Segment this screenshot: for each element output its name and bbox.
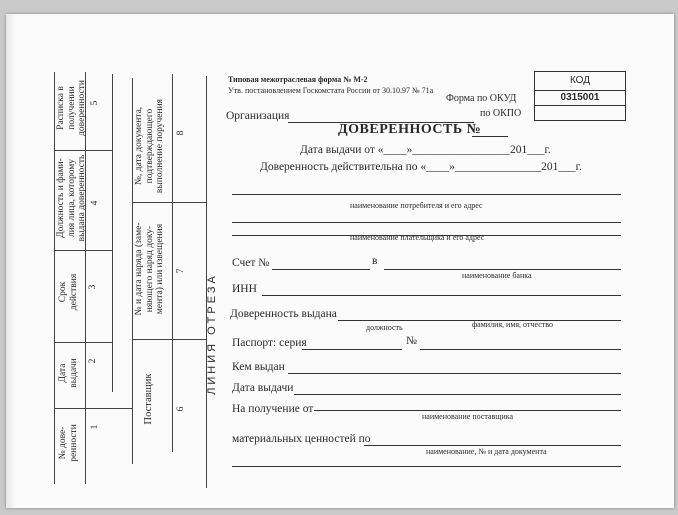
inn-field[interactable] xyxy=(262,284,621,296)
potrebitel-field[interactable] xyxy=(232,184,621,195)
stub-line xyxy=(132,78,133,464)
potrebitel-caption: наименование потребителя и его адрес xyxy=(350,201,483,210)
stub-line xyxy=(54,342,112,343)
kem-label: Кем выдан xyxy=(232,361,285,373)
form-type-line: Типовая межотраслевая форма № М-2 xyxy=(228,75,368,84)
stub-num-4: 4 xyxy=(90,200,100,206)
extra-field[interactable] xyxy=(232,456,621,467)
inn-label: ИНН xyxy=(232,283,257,295)
approved-line: Утв. постановлением Госкомстата России от 30.10.97 № 71а xyxy=(228,86,434,95)
data-vydachi-line: Дата выдачи от «____»_________________201___г. xyxy=(300,144,551,156)
cennosti-label: материальных ценностей по xyxy=(232,433,371,445)
stub-col-nomer: № дове- ренности xyxy=(58,424,79,462)
platelshik-caption: наименование плательщика и его адрес xyxy=(350,233,485,242)
bank-caption: наименование банка xyxy=(462,271,532,280)
stub-col-srok: Срок действия xyxy=(58,273,79,311)
vydana-label: Доверенность выдана xyxy=(230,308,337,320)
stub-num-2: 2 xyxy=(88,358,98,364)
paper-edge xyxy=(6,14,16,508)
dokument-field[interactable] xyxy=(364,434,621,446)
kem-field[interactable] xyxy=(288,362,621,374)
fio-caption: фамилия, имя, отчество xyxy=(472,320,553,329)
stub-col-dolzhnost: Должность и фами- лия лица, которому выдана доверенность xyxy=(56,154,87,242)
stub-num-1: 1 xyxy=(90,424,100,430)
schet-field[interactable] xyxy=(272,258,370,270)
stub-col-naryad: № и дата наряда (заме- няющего наряд доку- мента) или извещения xyxy=(134,222,165,316)
stub-col-postavshik: Поставщик xyxy=(143,373,154,425)
stub-line xyxy=(112,74,113,392)
pasport-seriya-field[interactable] xyxy=(302,338,402,350)
stub-line xyxy=(172,74,173,452)
form-title: ДОВЕРЕННОСТЬ № xyxy=(338,122,482,137)
stub-num-3: 3 xyxy=(88,284,98,290)
pasport-nomer-field[interactable] xyxy=(420,338,621,350)
stub-col-raspiska: Расписка в получении доверенности xyxy=(56,80,87,136)
pasport-label: Паспорт: серия xyxy=(232,337,307,349)
postavshik-field[interactable] xyxy=(314,399,621,411)
stub-num-8: 8 xyxy=(176,130,186,136)
okud-code: 0315001 xyxy=(534,90,626,106)
dokument-caption: наименование, № и дата документа xyxy=(426,447,547,456)
poluchenie-label: На получение от xyxy=(232,403,314,415)
dolzhnost-caption: должность xyxy=(366,323,403,332)
stub-line xyxy=(132,339,206,340)
stub-col-data-vydachi: Дата выдачи xyxy=(58,358,79,388)
stub-num-7: 7 xyxy=(176,268,186,274)
deystvitelna-line: Доверенность действительна по «____»_______________201___г. xyxy=(260,161,582,173)
okpo-label: по ОКПО xyxy=(480,108,522,119)
bank-field[interactable] xyxy=(384,258,621,270)
stub-line xyxy=(132,202,206,203)
stub-num-5: 5 xyxy=(90,100,100,106)
data-label: Дата выдачи xyxy=(232,382,294,394)
kod-header: КОД xyxy=(534,71,626,91)
data-field[interactable] xyxy=(294,383,621,395)
organizaciya-label: Организация xyxy=(226,110,290,122)
postavshik-caption: наименование поставщика xyxy=(422,412,514,421)
stub-line xyxy=(54,408,132,409)
stub-col-dokument: №, дата документа, подтверждающего выполнение поручения xyxy=(134,98,165,194)
okpo-code-field[interactable] xyxy=(534,105,626,121)
cut-line-label: ЛИНИЯ ОТРЕЗА xyxy=(206,273,218,395)
stub-num-6: 6 xyxy=(176,406,186,412)
stub-line xyxy=(54,250,112,251)
schet-label: Счет № xyxy=(232,257,270,269)
pasport-nomer-label: № xyxy=(406,335,417,347)
v-label: в xyxy=(372,255,378,267)
stub-line xyxy=(54,72,55,484)
form-sheet xyxy=(6,14,674,508)
platelshik-field-top[interactable] xyxy=(232,212,621,223)
doverennost-number-field[interactable] xyxy=(472,123,508,137)
okud-label: Форма по ОКУД xyxy=(446,93,517,104)
